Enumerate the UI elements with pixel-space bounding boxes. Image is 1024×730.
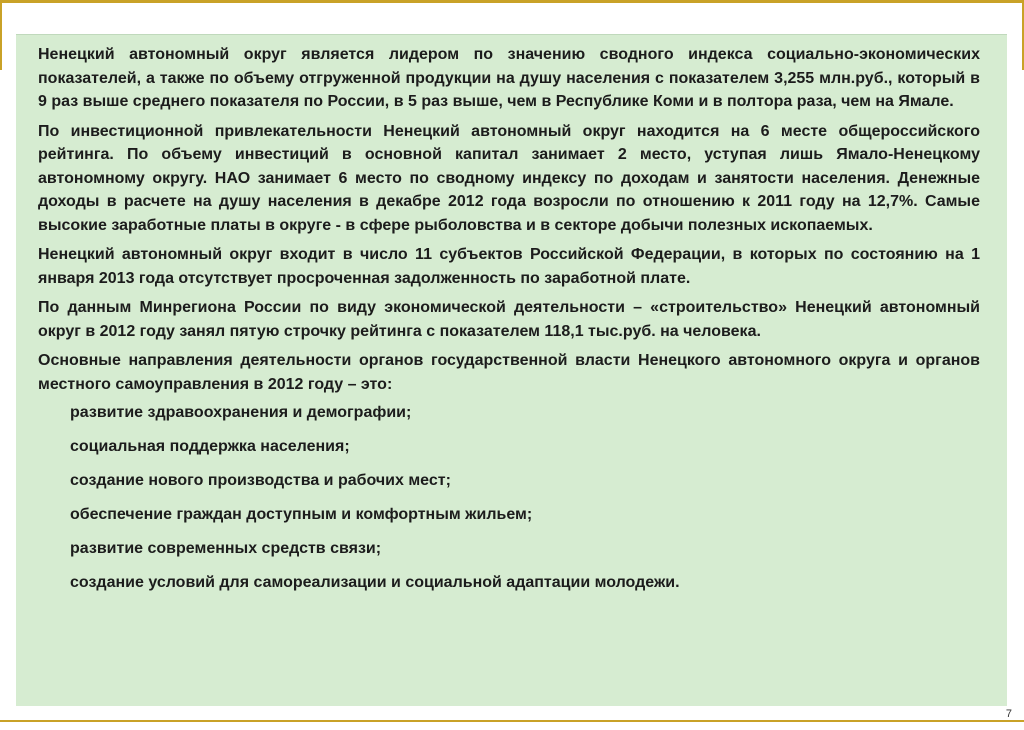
page-number: 7	[1005, 708, 1012, 720]
paragraph-main-directions: Основные направления деятельности органов государственной власти Ненецкого автономного округа и органов местного самоуправления в 2012 году – это:	[38, 352, 980, 393]
paragraph-investment: По инвестиционной привлекательности Ненецкий автономный округ находится на 6 месте общероссийского рейтинга. По объему инвестиций в основной капитал занимает 2 место, уступая лишь Ямало-Ненецкому автономному округу. НАО занимает 6 место по сводному индексу по доходам и занятости населения. Денежные доходы в расчете на душу населения в декабре 2012 года возросли по отношению к 2011 году на 12,7%. Самые высокие заработные платы в округе - в сфере рыболовства и в секторе добычи полезных ископаемых.	[38, 122, 980, 234]
list-item: социальная поддержка населения;	[70, 438, 350, 455]
top-divider	[0, 0, 1024, 3]
list-item: создание нового производства и рабочих мест;	[70, 472, 451, 489]
content-panel	[16, 34, 1007, 706]
directions-list	[38, 402, 980, 594]
list-item: развитие современных средств связи;	[70, 540, 382, 557]
paragraph-wage-arrears: Ненецкий автономный округ входит в число 11 субъектов Российской Федерации, в которых по состоянию на 1 января 2013 года отсутствует просроченная задолженность по заработной плате.	[38, 246, 980, 287]
list-item: развитие здравоохранения и демографии;	[70, 404, 412, 421]
list-item: создание условий для самореализации и социальной адаптации молодежи.	[70, 574, 680, 591]
bottom-divider	[0, 720, 1024, 722]
list-item: обеспечение граждан доступным и комфортным жильем;	[70, 506, 533, 523]
left-divider	[0, 0, 2, 70]
paragraph-construction: По данным Минрегиона России по виду экономической деятельности – «строительство» Ненецкий автономный округ в 2012 году занял пятую строчку рейтинга с показателем 118,1 тыс.руб. на человека.	[38, 299, 980, 340]
paragraph-leadership: Ненецкий автономный округ является лидером по значению сводного индекса социально-экономических показателей, а также по объему отгруженной продукции на душу населения с показателем 3,255 млн.руб., который в 9 раз выше среднего показателя по России, в 5 раз выше, чем в Республике Коми и в полтора раза, чем на Ямале.	[38, 46, 980, 110]
